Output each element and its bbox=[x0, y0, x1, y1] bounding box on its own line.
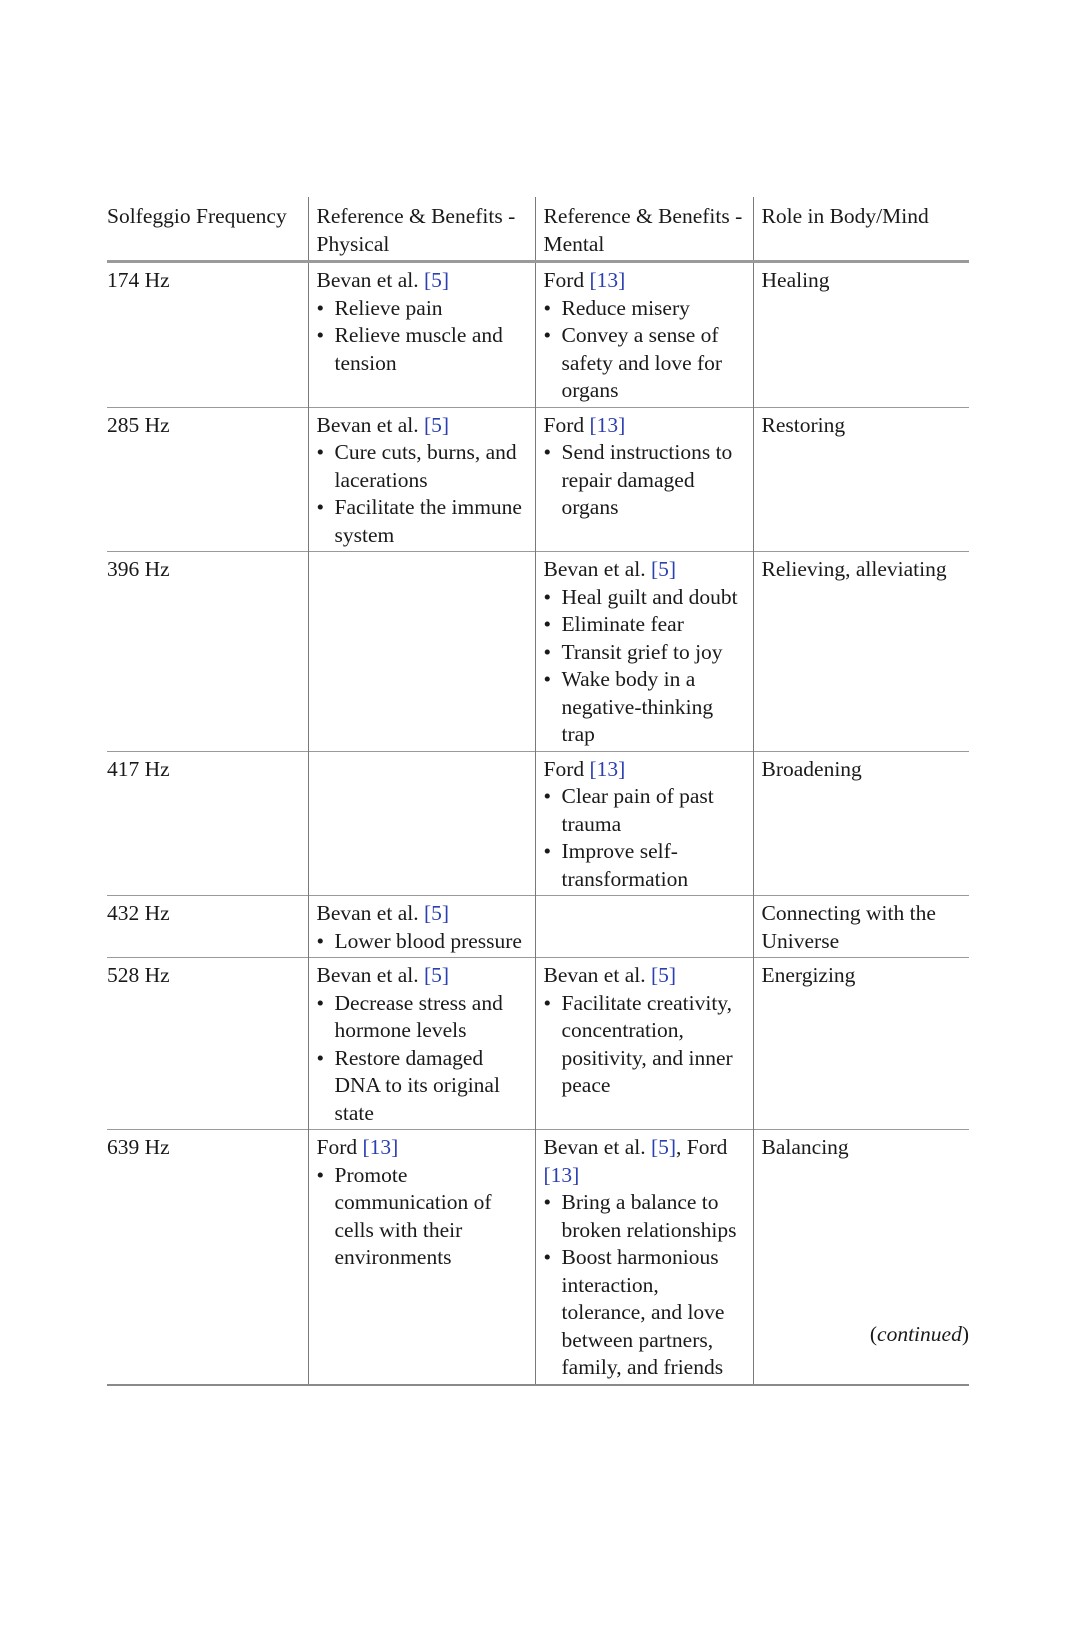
physical-benefits-cell bbox=[308, 262, 535, 408]
physical-benefits-cell bbox=[308, 958, 535, 1130]
benefit-item: • Facilitate the immune system bbox=[317, 494, 527, 549]
reference bbox=[544, 756, 745, 784]
benefit-list bbox=[544, 1189, 745, 1382]
citation-link: [5] bbox=[423, 412, 450, 437]
mental-benefits-cell bbox=[535, 262, 753, 408]
benefit-list bbox=[544, 783, 745, 893]
benefit-item: • Send instructions to repair damaged organs bbox=[544, 439, 745, 522]
table-row bbox=[107, 262, 969, 408]
citation-link: [5] bbox=[650, 963, 677, 987]
benefit-item: • Lower blood pressure bbox=[317, 928, 527, 956]
citation-link: [5] bbox=[650, 557, 677, 581]
reference-author: Ford bbox=[543, 412, 590, 437]
reference-author: Ford bbox=[543, 756, 590, 781]
physical-benefits-cell bbox=[308, 552, 535, 752]
role-cell: Broadening bbox=[753, 751, 969, 896]
physical-benefits-cell bbox=[308, 1130, 535, 1385]
citation-link: [5] bbox=[423, 901, 450, 925]
solfeggio-frequency-table bbox=[107, 197, 969, 1386]
role-cell: Relieving, alleviating bbox=[753, 552, 969, 752]
benefit-list bbox=[544, 439, 745, 522]
table-row bbox=[107, 407, 969, 552]
mental-benefits-cell bbox=[535, 958, 753, 1130]
benefit-list bbox=[544, 295, 745, 405]
reference-author: Bevan et al. bbox=[543, 557, 651, 581]
benefit-item: • Improve self-transformation bbox=[544, 838, 745, 893]
reference-author: Bevan et al. bbox=[543, 1135, 651, 1159]
benefit-item: • Relieve muscle and tension bbox=[317, 322, 527, 377]
frequency-cell: 432 Hz bbox=[107, 901, 170, 925]
citation-link: [5] bbox=[423, 268, 450, 292]
citation-link: [13] bbox=[362, 1135, 399, 1159]
role-cell: Healing bbox=[753, 262, 969, 408]
table-row bbox=[107, 958, 969, 1130]
mental-benefits-cell bbox=[535, 896, 753, 958]
role-cell: Energizing bbox=[753, 958, 969, 1130]
header-physical: Reference & Benefits - Physical bbox=[308, 197, 535, 262]
benefit-list bbox=[317, 928, 527, 956]
benefit-item: • Promote communication of cells with their environments bbox=[317, 1162, 527, 1272]
frequency-cell: 174 Hz bbox=[107, 268, 170, 292]
citation-link: [13] bbox=[589, 412, 626, 437]
role-cell: Restoring bbox=[753, 407, 969, 552]
reference bbox=[544, 962, 745, 990]
reference bbox=[317, 267, 527, 295]
frequency-cell: 639 Hz bbox=[107, 1135, 170, 1159]
citation-link: [13] bbox=[589, 268, 626, 292]
benefit-item: • Wake body in a negative-thinking trap bbox=[544, 666, 745, 749]
role-cell: Balancing bbox=[753, 1130, 969, 1385]
reference bbox=[317, 1134, 527, 1162]
benefit-list bbox=[544, 990, 745, 1100]
frequency-cell: 285 Hz bbox=[107, 412, 170, 437]
reference-author: , Ford bbox=[676, 1135, 728, 1159]
benefit-list bbox=[317, 990, 527, 1128]
frequency-cell: 417 Hz bbox=[107, 756, 170, 781]
benefit-list bbox=[544, 584, 745, 749]
reference-author: Bevan et al. bbox=[543, 963, 651, 987]
reference-author: Bevan et al. bbox=[316, 963, 424, 987]
citation-link: [13] bbox=[589, 756, 626, 781]
continued-label: continued bbox=[877, 1322, 962, 1346]
table-body bbox=[107, 262, 969, 1385]
reference bbox=[317, 962, 527, 990]
mental-benefits-cell bbox=[535, 751, 753, 896]
benefit-item: • Facilitate creativity, concentration, positivity, and inner peace bbox=[544, 990, 745, 1100]
reference bbox=[544, 267, 745, 295]
reference-author: Ford bbox=[316, 1135, 363, 1159]
physical-benefits-cell bbox=[308, 407, 535, 552]
citation-link: [5] bbox=[423, 963, 450, 987]
benefit-list bbox=[317, 439, 527, 549]
reference bbox=[544, 556, 745, 584]
header-role: Role in Body/Mind bbox=[753, 197, 969, 262]
frequency-cell: 396 Hz bbox=[107, 557, 170, 581]
citation-link: [5] bbox=[650, 1135, 677, 1159]
benefit-list bbox=[317, 295, 527, 378]
reference bbox=[317, 412, 527, 440]
reference-author: Bevan et al. bbox=[316, 901, 424, 925]
benefit-item: • Restore damaged DNA to its original state bbox=[317, 1045, 527, 1128]
reference bbox=[317, 900, 527, 928]
header-frequency: Solfeggio Frequency bbox=[107, 197, 308, 262]
benefit-item: • Clear pain of past trauma bbox=[544, 783, 745, 838]
benefit-item: • Bring a balance to broken relationships bbox=[544, 1189, 745, 1244]
benefit-item: • Relieve pain bbox=[317, 295, 527, 323]
header-mental: Reference & Benefits - Mental bbox=[535, 197, 753, 262]
frequency-cell: 528 Hz bbox=[107, 963, 170, 987]
mental-benefits-cell bbox=[535, 552, 753, 752]
reference-author: Ford bbox=[543, 268, 590, 292]
table-row bbox=[107, 552, 969, 752]
benefit-item: • Decrease stress and hormone levels bbox=[317, 990, 527, 1045]
continued-note: (continued) bbox=[869, 1322, 969, 1346]
reference bbox=[544, 1134, 745, 1189]
reference-author: Bevan et al. bbox=[316, 412, 424, 437]
reference-author: Bevan et al. bbox=[316, 268, 424, 292]
benefit-list bbox=[317, 1162, 527, 1272]
benefit-item: • Boost harmonious interaction, tolerance, and love between partners, family, and friends bbox=[544, 1244, 745, 1382]
reference bbox=[544, 412, 745, 440]
table-row bbox=[107, 1130, 969, 1385]
physical-benefits-cell bbox=[308, 751, 535, 896]
table-header-row bbox=[107, 197, 969, 262]
table-row bbox=[107, 751, 969, 896]
mental-benefits-cell bbox=[535, 1130, 753, 1385]
mental-benefits-cell bbox=[535, 407, 753, 552]
benefit-item: • Transit grief to joy bbox=[544, 639, 745, 667]
benefit-item: • Eliminate fear bbox=[544, 611, 745, 639]
benefit-item: • Convey a sense of safety and love for organs bbox=[544, 322, 745, 405]
role-cell: Connecting with the Universe bbox=[753, 896, 969, 958]
benefit-item: • Cure cuts, burns, and lacerations bbox=[317, 439, 527, 494]
citation-link: [13] bbox=[543, 1162, 580, 1187]
benefit-item: • Heal guilt and doubt bbox=[544, 584, 745, 612]
physical-benefits-cell bbox=[308, 896, 535, 958]
benefit-item: • Reduce misery bbox=[544, 295, 745, 323]
table-row bbox=[107, 896, 969, 958]
